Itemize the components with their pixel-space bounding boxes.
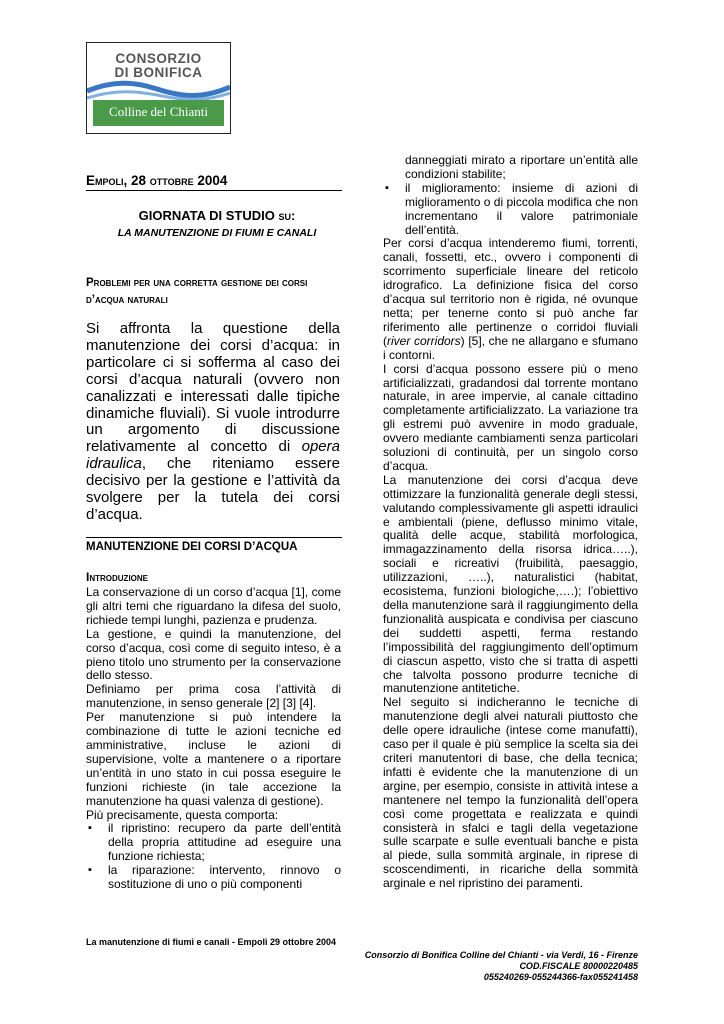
paragraph: Definiamo per prima cosa l’attività di manutenzione, in senso generale [2] [3] [4].: [86, 682, 341, 711]
intro-text-2: , che riteniamo essere decisivo per la gestione e l’attività da svolgere per la tutela dei corsi d’acqua.: [86, 455, 340, 523]
event-title: [86, 208, 348, 223]
list-item-continuation: danneggiati mirato a riportare un’entità alle condizioni stabilite;: [405, 153, 638, 181]
section-heading: MANUTENZIONE DEI CORSI D’ACQUA: [86, 541, 298, 553]
event-title-su: su:: [278, 208, 296, 223]
paragraph: Nel seguito si indicheranno le tecniche di manutenzione degli alvei naturali piuttosto che delle opere idrauliche (intese come manufatti), caso per il quale è più semplice la scelta sia dei criteri manutentori di base, che della tecnica; infatti è evidente che la manutenzione di un argine, per esempio, consiste in attività intese a mantenere nel tempo la funzionalità dell’opera così come progettata e realizzata e quindi consisterà in sfalci e tagli della vegetazione sulle scarpate e sulle eventuali banche e pista al piede, sulla sommità arginale, in riprese di scoscendimenti, in ricariche della sommità arginale e nel ripristino dei paramenti.: [383, 695, 638, 891]
paragraph: La gestione, e quindi la manutenzione, del corso d’acqua, così come di seguito inteso, è a pieno titolo uno strumento per la conservazione dello stesso.: [86, 626, 341, 683]
date-line: Empoli, 28 ottobre 2004: [86, 173, 228, 188]
footer-right: [300, 950, 638, 983]
divider: [86, 190, 342, 191]
intro-text-1: Si affronta la questione della manutenzione dei corsi d’acqua: in particolare ci si sofferma al caso dei corsi d’acqua naturali (ovvero non canalizzati e interessati dalle tipiche dinamiche fluviali). Si vuole introdurre un argomento di discussione relativamente al concetto di: [86, 320, 340, 456]
divider: [86, 537, 342, 538]
footer-phone: 055240269-055244366-fax055241458: [483, 972, 638, 982]
paragraph: Per manutenzione si può intendere la combinazione di tutte le azioni tecniche ed amministrative, incluse le azioni di supervisione, volte a mantenere o a riportare un’entità in uno stato in cui possa eseguire le funzioni richieste (in tale accezione la manutenzione ha quasi valenza di gestione).: [86, 710, 341, 808]
paragraph: La conservazione di un corso d’acqua [1], come gli altri temi che riguardano la difesa del suolo, richiede tempi lunghi, pazienza e prudenza.: [86, 585, 341, 627]
logo: [86, 42, 231, 134]
bullet-list: [383, 182, 638, 238]
list-item: ▪ il ripristino: recupero da parte dell’entità della propria attitudine ad eseguire una funzione richiesta;: [86, 822, 341, 864]
footer-tax-code: COD.FISCALE 80000220485: [519, 961, 638, 971]
logo-line-2: DI BONIFICA: [114, 65, 203, 80]
topic-heading: Problemi per una corretta gestione dei corsi d’acqua naturali: [86, 277, 308, 306]
logo-line-1: CONSORZIO: [115, 51, 202, 66]
bullet-list: [86, 822, 341, 892]
paragraph: I corsi d’acqua possono essere più o meno artificializzati, gradandosi dal torrente montano naturale, in aree impervie, al canale cittadino completamente artificializzato. La variazione tra gli estremi può avvenire in modo graduale, ovvero mediante cambiamenti senza particolari soluzioni di continuità, per un singolo corso d’acqua.: [383, 361, 638, 473]
paragraph: Più precisamente, questa comporta:: [86, 807, 279, 822]
paragraph: [383, 237, 638, 362]
paragraph-text: Per corsi d’acqua intenderemo fiumi, torrenti, canali, fossetti, etc., ovvero i componenti di scorrimento superficiale lineare del reticolo idrografico. La definizione fisica del corso d’acqua sul territorio non è rigida, né ovunque netta; per tenerne conto si può anche far riferimento alle pertinenze o corridoi fluviali (: [383, 236, 638, 348]
event-title-main: GIORNATA DI STUDIO: [138, 208, 275, 223]
list-item: ▪ la riparazione: intervento, rinnovo o sostituzione di uno o più componenti: [86, 864, 341, 892]
list-item: ▪ il miglioramento: insieme di azioni di miglioramento o di piccola modifica che non incrementano il valore patrimoniale dell’entità.: [383, 182, 638, 238]
logo-band-text: Colline del Chianti: [109, 104, 208, 119]
event-subtitle: LA MANUTENZIONE DI FIUMI E CANALI: [117, 227, 317, 239]
footer-address: Consorzio di Bonifica Colline del Chianti - via Verdi, 16 - Firenze: [364, 950, 638, 960]
subsection-heading: Introduzione: [86, 570, 148, 584]
paragraph: La manutenzione dei corsi d’acqua deve ottimizzare la funzionalità generale degli stessi, valutando complessivamente gli aspetti idraulici e ambientali (piene, deflusso minimo vitale, qualità delle acque, stabilità morfologica, immagazzinamento della risorsa idrica…..), sociali e ricreativi (fruibilità, paesaggio, utilizzazioni, …..), naturalistici (habitat, ecosistema, funzioni biologiche,….); l’obiettivo della manutenzione sarà il raggiungimento della funzionalità auspicata e condivisa per ciascuno dei suddetti aspetti, ferma restando l’impossibilità del raggiungimento dell’optimum di ciascun aspetto, visto che si tratta di aspetti che talvolta possono produrre tecniche di manutenzione antitetiche.: [383, 472, 638, 696]
footer-left: La manutenzione di fiumi e canali - Empoli 29 ottobre 2004: [86, 937, 337, 947]
paragraph-italic: river corridors: [387, 333, 461, 348]
intro-text-italic: opera idraulica: [86, 438, 340, 473]
right-column: [383, 154, 638, 891]
left-column: [86, 586, 341, 892]
paragraph-text: ) [5], che ne allargano e sfumano i contorni.: [383, 333, 639, 362]
introduction-paragraph: [86, 321, 340, 524]
